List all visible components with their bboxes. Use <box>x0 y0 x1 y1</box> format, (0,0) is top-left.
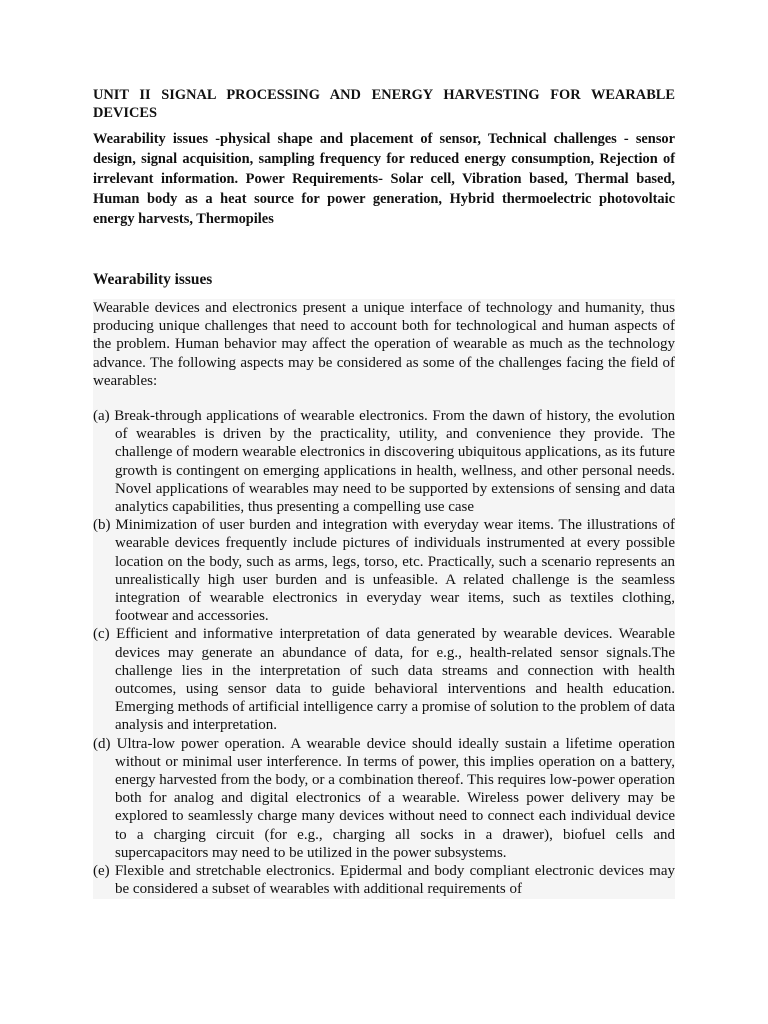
shaded-body <box>93 299 675 899</box>
list-item-marker: (d) <box>93 735 111 752</box>
list-item-text: Minimization of user burden and integration with everyday wear items. The illustrations of wearable devices frequently include pictures of individuals instrumented at every possible location on the body, such as arms, legs, torso, etc. Practically, such a scenario represents an unrealistically high user burden and is unfeasible. A related challenge is the seamless integration of wearable electronics in everyday wear items, such as textiles clothing, footwear and accessories. <box>115 517 676 625</box>
list-item-text: Break-through applications of wearable electronics. From the dawn of history, the evolution of wearables is driven by the practicality, utility, and convenience they provide. The challenge of modern wearable electronics in discovering ubiquitous applications, as its future growth is contingent on emerging applications in health, wellness, and other personal needs. Novel applications of wearables may need to be supported by extensions of sensing and data analytics capabilities, thus presenting a compelling use case <box>114 408 675 516</box>
list-item-text: Efficient and informative interpretation of data generated by wearable devices. Wearable devices may generate an abundance of data, for e.g., health-related sensor signals.The challenge lies in the interpretation of such data streams and connection with health outcomes, using sensor data to guide behavioral interventions and health education. Emerging methods of artificial intelligence carry a promise of solution to the problem of data analysis and interpretation. <box>115 626 675 734</box>
list-item <box>93 407 675 516</box>
list-item <box>93 862 675 898</box>
list-item-text: Flexible and stretchable electronics. Epidermal and body compliant electronic devices may be considered a subset of wearables with additional requirements of <box>114 863 675 898</box>
paragraph-spacer <box>93 393 675 407</box>
challenge-list <box>93 407 675 898</box>
list-item-marker: (a) <box>93 408 110 425</box>
document-page <box>93 86 675 899</box>
unit-topics: Wearability issues -physical shape and placement of sensor, Technical challenges - sensor design, signal acquisition, sampling frequency for reduced energy consumption, Rejection of irrelevant information. Power Requirements- Solar cell, Vibration based, Thermal based, Human body as a heat source for power generation, Hybrid thermoelectric photovoltaic energy harvests, Thermopiles <box>93 131 675 227</box>
list-item <box>93 516 675 625</box>
unit-title: UNIT II SIGNAL PROCESSING AND ENERGY HARVESTING FOR WEARABLE DEVICES <box>93 87 675 121</box>
list-item-marker: (e) <box>93 863 110 880</box>
list-item-marker: (c) <box>93 626 110 643</box>
list-item-marker: (b) <box>93 517 111 534</box>
list-item-text: Ultra-low power operation. A wearable device should ideally sustain a lifetime operation without or minimal user interference. In terms of power, this implies operation on a battery, energy harvested from the body, or a combination thereof. This requires low-power operation both for analog and digital electronics of a wearable. Wireless power delivery may be explored to seamlessly charge many devices without need to connect each individual device to a charging circuit (for e.g., charging all socks in a drawer), biofuel cells and supercapacitors may need to be utilized in the power subsystems. <box>115 735 675 861</box>
section-heading: Wearability issues <box>93 271 213 288</box>
list-item <box>93 625 675 734</box>
intro-paragraph: Wearable devices and electronics present a unique interface of technology and humanity, thus producing unique challenges that need to account both for technological and human aspects of the problem. Human behavior may affect the operation of wearable as much as the technology advance. The following aspects may be considered as some of the challenges facing the field of wearables: <box>93 300 675 389</box>
list-item <box>93 735 675 862</box>
